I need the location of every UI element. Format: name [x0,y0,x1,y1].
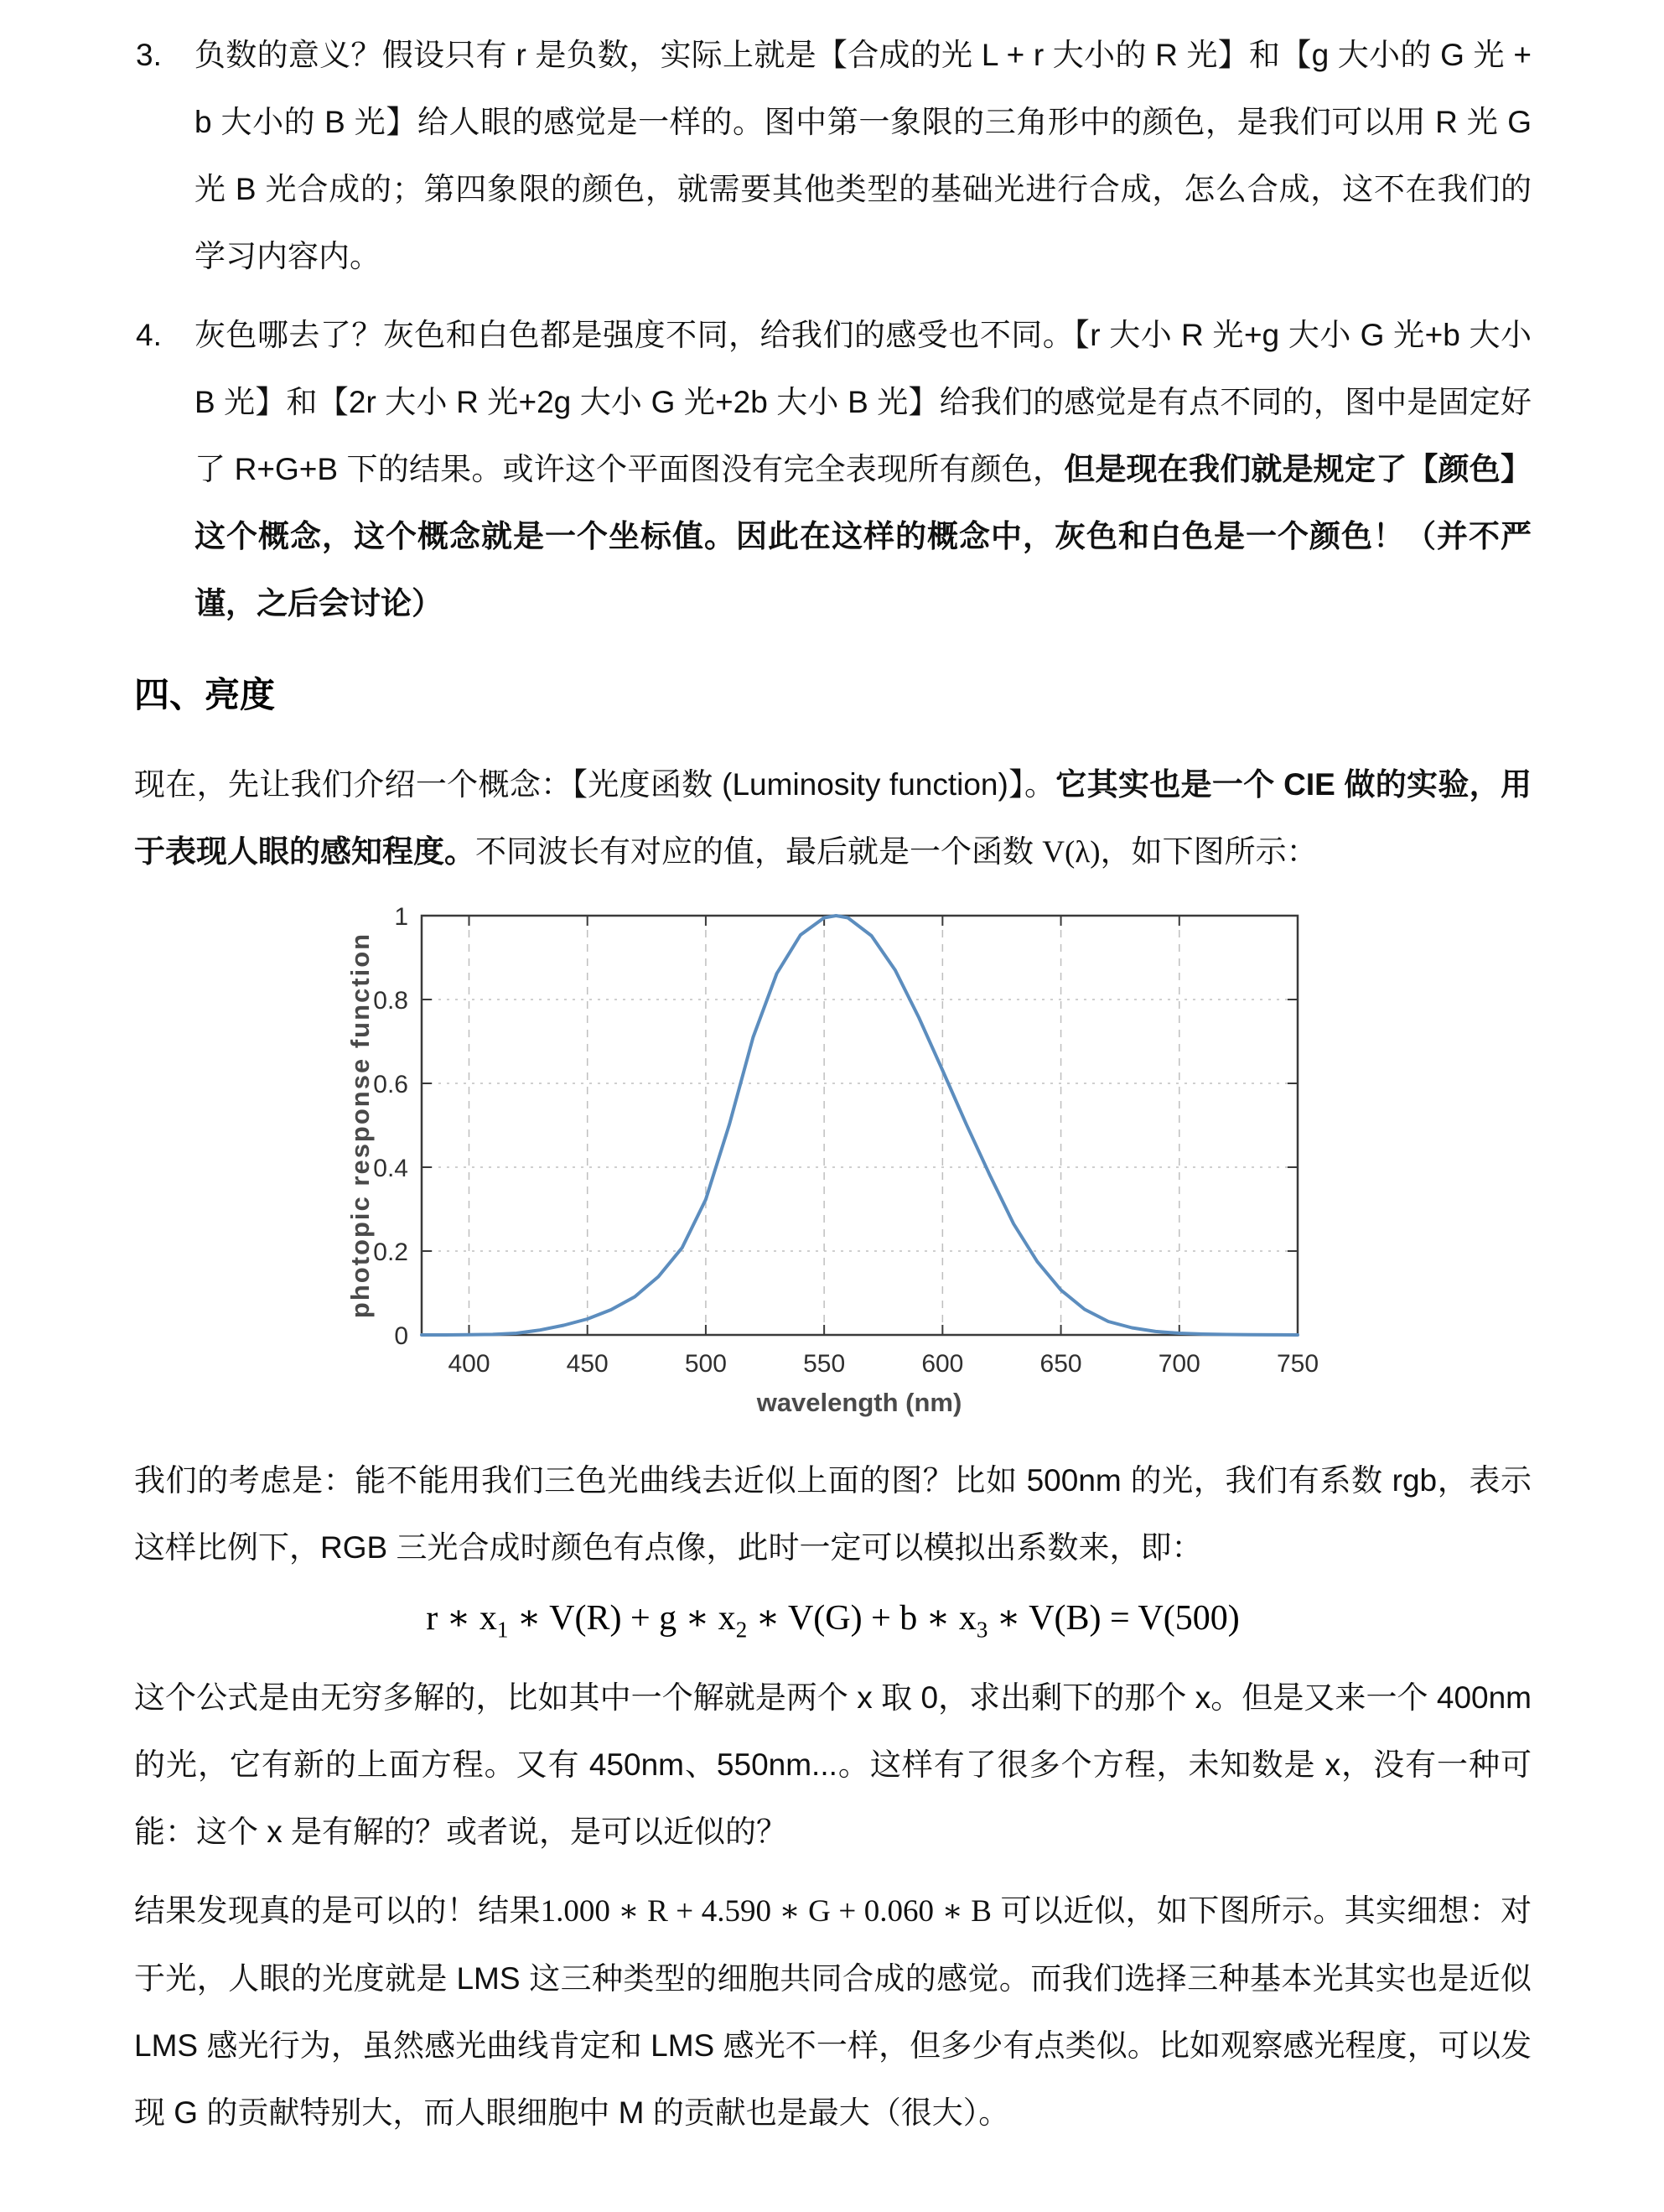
intro-bold: 它其实也是一个 CIE 做的实验，用于表现人眼的感知程度。 [134,767,1532,869]
formula-part-2: ∗ V(G) + b ∗ x [747,1599,977,1638]
list-item-4-text: 灰色哪去了？灰色和白色都是强度不同，给我们的感受也不同。【r 大小 R 光+g 大小 G 光+b 大小 B 光】和【2r 大小 R 光+2g 大小 G 光+2b 大小 B 光】给我们的感觉是有点不同的，图中是固定好了 R+G+B 下的结果。或许这个平面图没有完全表现所有颜色， [194,318,1532,486]
list-item-3 [134,22,1532,290]
formula-sub-2: 2 [735,1617,748,1643]
result-math: 1.000 ∗ R + 4.590 ∗ G + 0.060 ∗ B [540,1894,992,1929]
formula-part-0: r ∗ x [426,1599,497,1638]
formula-sub-1: 1 [496,1617,509,1643]
y-axis-label: photopic response function [345,932,375,1319]
paragraph-equations: 这个公式是由无穷多解的，比如其中一个解就是两个 x 取 0，求出剩下的那个 x。但是又来一个 400nm 的光，它有新的上面方程。又有 450nm、550nm...。这样有了很多个方程，未知数是 x，没有一种可能：这个 x 是有解的？或者说，是可以近似的？ [134,1680,1532,1850]
list-item-4-bold-text: 但是现在我们就是规定了【颜色】这个概念，这个概念就是一个坐标值。因此在这样的概念中，灰色和白色是一个颜色！（并不严谨，之后会讨论） [194,452,1532,621]
y-tick-label: 0.2 [373,1238,408,1266]
ticks-layer [373,903,1319,1378]
y-tick-label: 0.6 [373,1071,408,1098]
y-tick-label: 0.4 [373,1155,408,1182]
formula-block [134,1597,1532,1643]
list-item-4 [134,302,1532,637]
intro-normal-1: 现在，先让我们介绍一个概念：【光度函数 (Luminosity function)】。 [134,767,1056,802]
luminosity-chart [342,903,1323,1423]
formula-sub-3: 3 [976,1617,988,1643]
x-tick-label: 700 [1158,1350,1200,1378]
y-tick-label: 0 [394,1322,408,1350]
x-tick-label: 550 [803,1350,846,1378]
paragraph-result [134,1877,1532,2147]
list-item-3-number: 3. [136,38,162,72]
response-curve [422,916,1298,1335]
y-tick-label: 0.8 [373,987,408,1015]
x-tick-label: 750 [1276,1350,1319,1378]
x-tick-label: 400 [448,1350,490,1378]
formula-part-1: ∗ V(R) + g ∗ x [508,1599,736,1638]
section-heading: 四、亮度 [134,675,276,714]
intro-math: V(λ) [1042,835,1101,870]
grid-layer [422,916,1298,1335]
x-axis-label: wavelength (nm) [756,1388,962,1417]
result-normal-2: 可以近似，如下图所示。其实细想：对于光，人眼的光度就是 LMS 这三种类型的细胞共同合成的感觉。而我们选择三种基本光其实也是近似 LMS 感光行为，虽然感光曲线肯定和 LMS 感光不一样，但多少有点类似。比如观察感光程度，可以发现 G 的贡献特别大，而人眼细胞中 M 的贡献也是最大（很大）。 [134,1893,1532,2131]
chart-figure [342,903,1323,1427]
x-tick-label: 650 [1039,1350,1082,1378]
formula-part-3: ∗ V(B) = V(500) [988,1599,1240,1638]
x-tick-label: 600 [921,1350,964,1378]
paragraph-intro [134,751,1532,886]
result-normal-1: 结果发现真的是可以的！结果 [134,1893,541,1929]
paragraph-consider: 我们的考虑是：能不能用我们三色光曲线去近似上面的图？比如 500nm 的光，我们有系数 rgb，表示这样比例下，RGB 三光合成时颜色有点像，此时一定可以模拟出系数来，即： [134,1463,1532,1565]
x-tick-label: 450 [566,1350,609,1378]
plot-frame [422,916,1298,1335]
intro-normal-2a: 不同波长有对应的值，最后就是一个函数 [475,834,1043,869]
list-item-3-text: 负数的意义？假设只有 r 是负数，实际上就是【合成的光 L + r 大小的 R 光】和【g 大小的 G 光 + b 大小的 B 光】给人眼的感觉是一样的。图中第一象限的三角形中的颜色，是我们可以用 R 光 G 光 B 光合成的；第四象限的颜色，就需要其他类型的基础光进行合成，怎么合成，这不在我们的学习内容内。 [194,38,1532,273]
list-item-4-number: 4. [136,318,162,352]
x-tick-label: 500 [684,1350,727,1378]
y-tick-label: 1 [394,903,408,931]
intro-normal-2b: ，如下图所示： [1100,834,1318,869]
